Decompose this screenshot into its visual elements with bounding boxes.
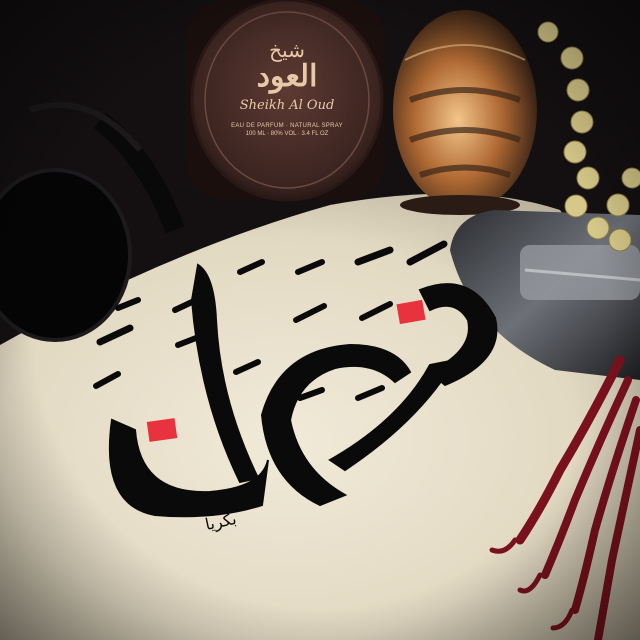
perfume-type-line: EAU DE PARFUM · NATURAL SPRAY	[231, 123, 343, 129]
perfume-name-arabic-main: العود	[256, 59, 318, 94]
perfume-name-arabic-top: شيخ	[269, 38, 305, 62]
perfume-name-latin: Sheikh Al Oud	[239, 98, 335, 113]
perfume-label	[205, 40, 369, 137]
calligraphy-word	[120, 250, 520, 274]
perfume-volume-line: 100 ML · 80% VOL · 3.4 FL OZ	[245, 131, 329, 137]
artist-signature: بكريا	[203, 508, 239, 535]
